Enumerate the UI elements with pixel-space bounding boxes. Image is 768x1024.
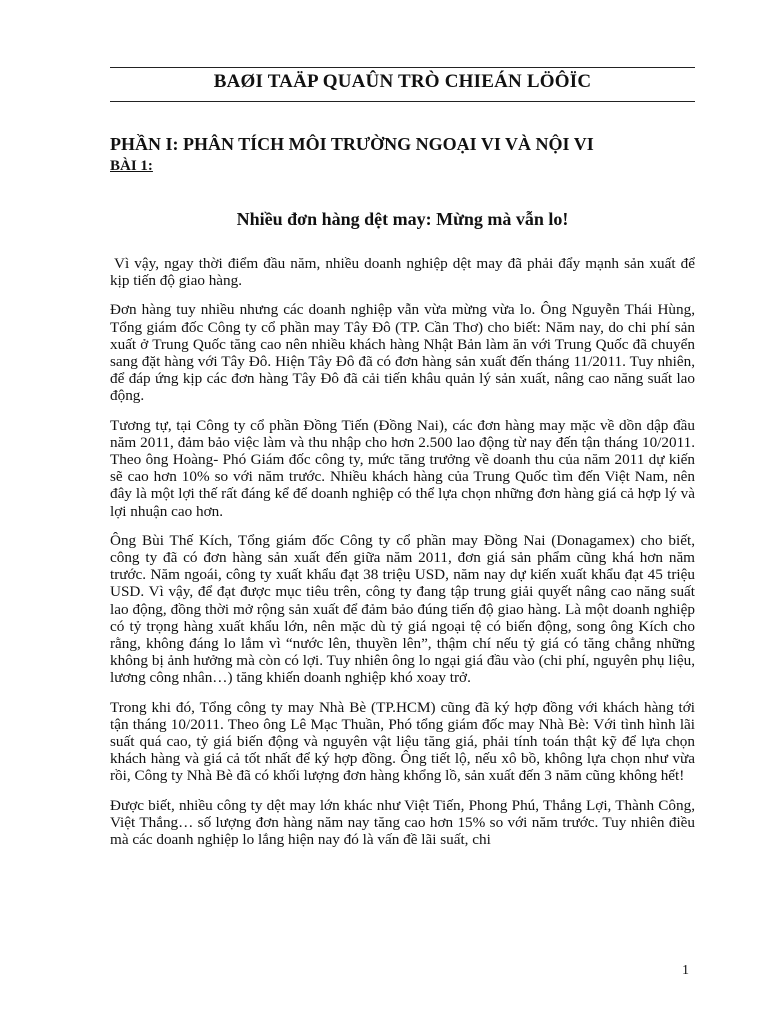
paragraph-2: Đơn hàng tuy nhiều nhưng các doanh nghiệp vẫn vừa mừng vừa lo. Ông Nguyễn Thái Hùng, Tổng giám đốc Công ty cổ phần may Tây Đô (TP. Cần Thơ) cho biết: Năm nay, do chi phí sản xuất ở Trung Quốc tăng cao nên nhiều khách hàng Nhật Bản làm ăn với Trung Quốc đã chuyển sang đặt hàng với Tây Đô. Hiện Tây Đô đã có đơn hàng sản xuất đến tháng 11/2011. Tuy nhiên, để đáp ứng kịp các đơn hàng Tây Đô đã cải tiến khâu quản lý sản xuất, nâng cao năng suất lao động.	[110, 301, 695, 405]
paragraph-3: Tương tự, tại Công ty cổ phần Đồng Tiến (Đồng Nai), các đơn hàng may mặc về dồn dập đầu năm 2011, đảm bảo việc làm và thu nhập cho hơn 2.500 lao động từ nay đến tận tháng 10/2011. Theo ông Hoàng- Phó Giám đốc công ty, mức tăng trưởng về doanh thu của năm 2011 dự kiến sẽ cao hơn 10% so với năm trước. Nhiều khách hàng của Trung Quốc tìm đến Việt Nam, nên đây là một lợi thế rất đáng kể để doanh nghiệp có thể lựa chọn những đơn hàng giá cả hợp lý và lợi nhuận cao hơn.	[110, 416, 695, 520]
paragraph-5: Trong khi đó, Tổng công ty may Nhà Bè (TP.HCM) cũng đã ký hợp đồng với khách hàng tới tận tháng 10/2011. Theo ông Lê Mạc Thuần, Phó tổng giám đốc may Nhà Bè: Với tình hình lãi suất quá cao, tỷ giá biến động và nguyên vật liệu tăng giá, phải tính toán thật kỹ để lựa chọn khách hàng và giá cả tốt nhất để ký hợp đồng. Ông tiết lộ, nếu xô bồ, không lựa chọn như vừa rồi, Công ty Nhà Bè đã có khối lượng đơn hàng khổng lồ, sản xuất đến 3 năm cũng không hết!	[110, 698, 695, 785]
document-title: BAØI TAÄP QUAÛN TRÒ CHIEÁN LÖÔÏC	[213, 71, 592, 92]
article-body	[110, 255, 695, 860]
part-heading: PHẦN I: PHÂN TÍCH MÔI TRƯỜNG NGOẠI VI VÀ NỘI VI	[110, 134, 594, 154]
paragraph-4: Ông Bùi Thế Kích, Tổng giám đốc Công ty cổ phần may Đồng Nai (Donagamex) cho biết, công ty đã có đơn hàng sản xuất đến giữa năm 2011, đơn giá sản phẩm cũng khá hơn năm trước. Năm ngoái, công ty xuất khẩu đạt 38 triệu USD, năm nay dự kiến xuất khẩu đạt 45 triệu USD. Vì vậy, để đạt được mục tiêu trên, công ty đang tập trung giải quyết nâng cao năng suất lao động, đồng thời mở rộng sản xuất để đảm bảo đúng tiến độ giao hàng. Là một doanh nghiệp có tỷ trọng hàng xuất khẩu lớn, nên mặc dù tỷ giá ngoại tệ có biến động, song ông Kích cho rằng, không đáng lo lắm vì “nước lên, thuyền lên”, thậm chí nếu tỷ giá có tăng chẳng những không bị ảnh hưởng mà còn có lợi. Tuy nhiên ông lo ngại giá đầu vào (chi phí, nguyên phụ liệu, lương công nhân…) tăng khiến doanh nghiệp khó xoay trở.	[110, 531, 695, 687]
lesson-label: BÀI 1:	[110, 158, 153, 174]
page-number: 1	[682, 963, 689, 978]
header-top-rule	[110, 67, 695, 68]
paragraph-6: Được biết, nhiều công ty dệt may lớn khác như Việt Tiến, Phong Phú, Thắng Lợi, Thành Công, Việt Thắng… số lượng đơn hàng năm nay tăng cao hơn 15% so với năm trước. Tuy nhiên điều mà các doanh nghiệp lo lắng hiện nay đó là vấn đề lãi suất, chi	[110, 796, 695, 849]
header-bottom-rule	[110, 101, 695, 102]
article-title: Nhiều đơn hàng dệt may: Mừng mà vẫn lo!	[236, 209, 569, 229]
paragraph-1: Vì vậy, ngay thời điểm đầu năm, nhiều doanh nghiệp dệt may đã phải đẩy mạnh sản xuất để kịp tiến độ giao hàng.	[110, 255, 695, 290]
